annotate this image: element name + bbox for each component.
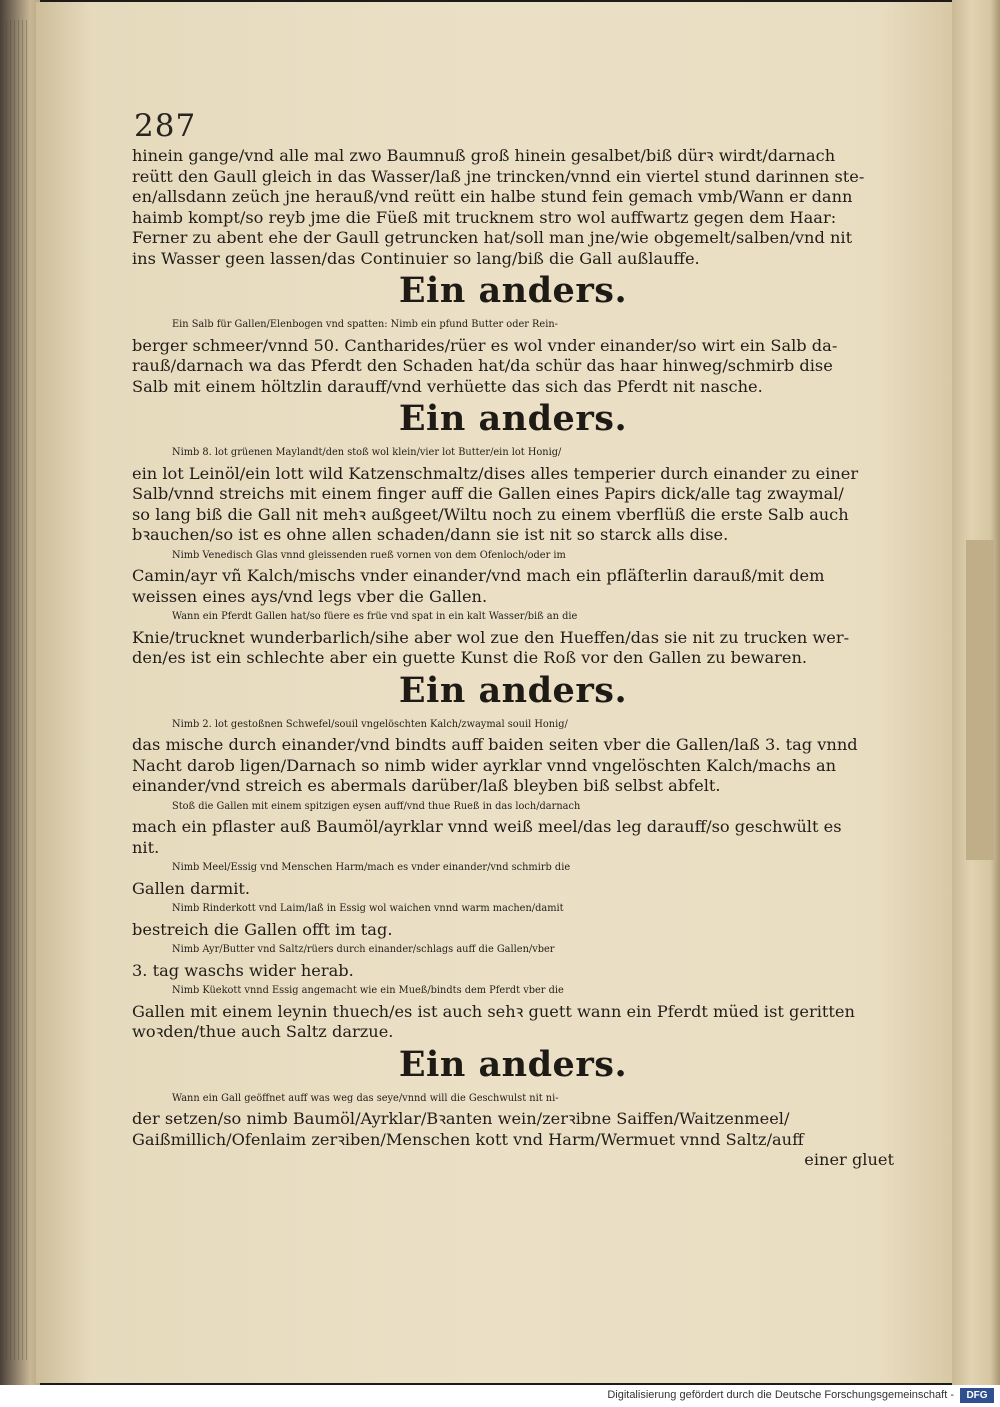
footer-credit: Digitalisierung gefördert durch die Deutsche Forschungsgemeinschaft - — [607, 1389, 954, 1401]
text-line: einander/vnd streich es abermals darüber/laß bleyben biß selbst abfelt. — [132, 776, 721, 795]
text-line: haimb kompt/so reyb jme die Füeß mit trucknem stro wol auffwartz gegen dem Haar: — [132, 207, 837, 227]
text-line: Nacht darob ligen/Darnach so nimb wider ayrklar vnnd vngelöschten Kalch/machs an — [132, 755, 837, 775]
text-line: Nimb Rinderkott vnd Laim/laß in Essig wol waichen vnnd warm machen/damit — [172, 903, 564, 914]
text-line: Stoß die Gallen mit einem spitzigen eysen auff/vnd thue Rueß in das loch/darnach — [172, 800, 581, 812]
text-line: einer gluet — [804, 1150, 894, 1169]
text-line: Gallen darmit. — [132, 878, 251, 898]
text-line: 3. tag waschs wider herab. — [132, 960, 354, 980]
text-line: ein lot Leinöl/ein lott wild Katzenschmaltz/dises alles temperier durch einander zu einer — [132, 463, 859, 483]
text-line: Ferner zu abent ehe der Gaull getruncken hat/soll man jne/wie obgemelt/salben/vnd nit — [132, 228, 853, 247]
text-line: Ein Salb für Gallen/Elenbogen vnd spatten: Nimb ein pfund Butter oder Rein- — [172, 319, 558, 330]
text-line: Nimb Meel/Essig vnd Menschen Harm/mach es vnder einander/vnd schmirb die — [172, 862, 571, 873]
text-paragraph — [132, 715, 894, 1043]
text-line: Gallen mit einem leynin thuech/es ist auch sehꝛ guett wann ein Pferdt müed ist geritten — [132, 1001, 855, 1021]
text-line: Knie/trucknet wunderbarlich/sihe aber wol zue den Hueffen/das sie nit zu trucken wer- — [132, 627, 850, 647]
section-heading: Ein anders. — [398, 669, 628, 711]
text-line: ins Wasser geen lassen/das Continuier so lang/biß die Gall außlauffe. — [132, 248, 700, 268]
text-line: Nimb 8. lot grüenen Maylandt/den stoß wol klein/vier lot Butter/ein lot Honig/ — [172, 447, 562, 458]
text-line: Nimb 2. lot gestoßnen Schwefel/souil vngelöschten Kalch/zwaymal souil Honig/ — [172, 718, 568, 730]
text-line: Gaißmillich/Ofenlaim zerꝛiben/Menschen kott vnd Harm/Wermuet vnnd Saltz/auff — [132, 1129, 804, 1149]
text-line: den/es ist ein schlechte aber ein guette Kunst die Roß vor den Gallen zu bewaren. — [132, 648, 808, 667]
section-heading: Ein anders. — [398, 270, 628, 311]
text-line: hinein gange/vnd alle mal zwo Baumnuß groß hinein gesalbet/biß dürꝛ wirdt/darnach — [132, 146, 836, 165]
text-line: rauß/darnach wa das Pferdt den Schaden hat/da schür das haar hinweg/schmirb dise — [132, 356, 833, 375]
text-line: reütt den Gaull gleich in das Wasser/laß jne trincken/vnnd ein viertel stund darinnen ste- — [132, 166, 865, 186]
text-line: Wann ein Pferdt Gallen hat/so füere es früe vnd spat in ein kalt Wasser/biß an die — [172, 611, 578, 622]
text-paragraph — [132, 1089, 894, 1171]
text-line: Nimb Ayr/Butter vnd Saltz/rüers durch einander/schlags auff die Gallen/vber — [172, 944, 555, 955]
text-line: mach ein pflaster auß Baumöl/ayrklar vnnd weiß meel/das leg darauff/so geschwült es — [132, 817, 842, 836]
text-paragraph — [132, 146, 894, 269]
text-line: bestreich die Gallen offt im tag. — [132, 919, 393, 939]
text-paragraph — [132, 443, 894, 669]
facing-page-edge — [952, 0, 1000, 1385]
text-line: Salb/vnnd streichs mit einem finger auff die Gallen eines Papirs dick/alle tag zwaymal/ — [132, 484, 844, 503]
facing-page-strip — [966, 540, 994, 860]
text-line: Nimb Küekott vnnd Essig angemacht wie ein Mueß/bindts dem Pferdt vber die — [172, 985, 564, 996]
section-heading: Ein anders. — [398, 398, 628, 439]
footer-bar — [0, 1385, 1000, 1407]
book-spine-edge — [0, 0, 40, 1385]
text-line: der setzen/so nimb Baumöl/Ayrklar/Bꝛanten wein/zerꝛibne Saiffen/Waitzenmeel/ — [132, 1109, 790, 1128]
text-line: Camin/ayr vñ Kalch/mischs vnder einander/vnd mach ein pfläſterlin darauß/mit dem — [132, 566, 825, 585]
text-paragraph — [132, 315, 894, 397]
text-line: weissen eines ays/vnd legs vber die Gallen. — [132, 586, 488, 606]
text-line: bꝛauchen/so ist es ohne allen schaden/dann sie ist nit so starck alls dise. — [132, 525, 729, 544]
text-line: nit. — [132, 837, 160, 857]
text-line: so lang biß die Gall nit mehꝛ außgeet/Wiltu noch zu einem vberflüß die erste Salb auch — [132, 504, 849, 524]
page-number: 287 — [134, 108, 197, 144]
page-text-block — [132, 146, 894, 1171]
text-line: berger schmeer/vnnd 50. Cantharides/rüer es wol vnder einander/so wirt ein Salb da- — [132, 335, 838, 355]
text-line: en/allsdann zeüch jne herauß/vnd reütt ein halbe stund fein gemach vmb/Wann er dann — [132, 187, 853, 206]
section-heading: Ein anders. — [398, 1043, 628, 1085]
text-line: Salb mit einem höltzlin darauff/vnd verhüette das sich das Pferdt nit nasche. — [132, 376, 763, 396]
text-line: woꝛden/thue auch Saltz darzue. — [132, 1022, 394, 1041]
page-edges-decoration — [6, 20, 28, 1360]
text-line: Wann ein Gall geöffnet auff was weg das seye/vnnd will die Geschwulst nit ni- — [172, 1092, 559, 1104]
text-line: Nimb Venedisch Glas vnnd gleissenden rueß vornen von dem Ofenloch/oder im — [172, 549, 566, 561]
text-line: das mische durch einander/vnd bindts auff baiden seiten vber die Gallen/laß 3. tag vnnd — [132, 735, 858, 754]
dfg-logo: DFG — [960, 1388, 994, 1403]
